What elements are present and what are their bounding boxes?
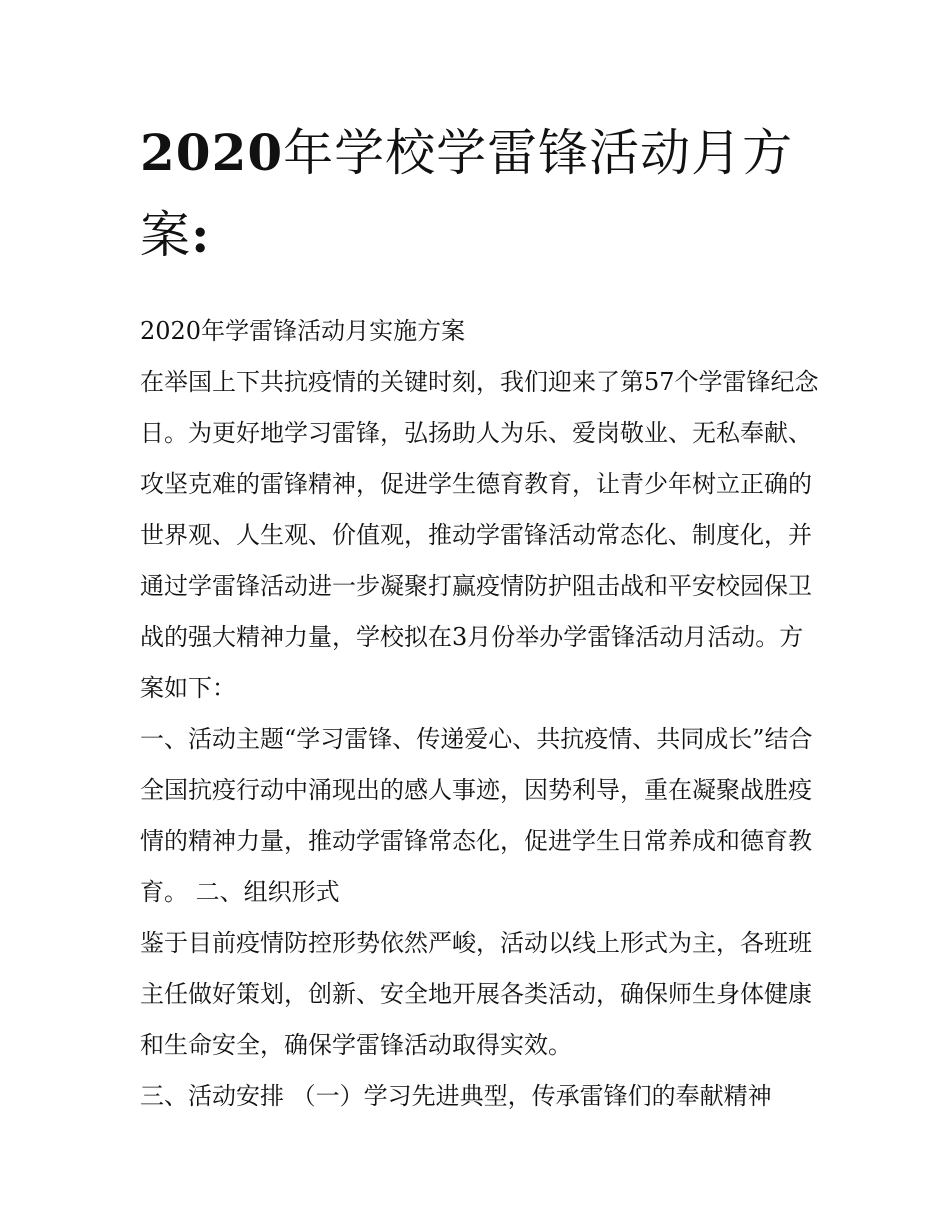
title-text: 年学校学雷锋活动月方案	[140, 124, 794, 264]
paragraph-organization: 鉴于目前疫情防控形势依然严峻，活动以线上形式为主，各班班主任做好策划，创新、安全地开展各类活动，确保师生身体健康和生命安全，确保学雷锋活动取得实效。	[140, 929, 812, 1059]
document-subtitle: 2020年学雷锋活动月实施方案	[140, 317, 466, 345]
document-body	[140, 306, 820, 1122]
document-title	[140, 112, 820, 276]
paragraph-intro: 在举国上下共抗疫情的关键时刻，我们迎来了第57个学雷锋纪念日。为更好地学习雷锋，弘扬助人为乐、爱岗敬业、无私奉献、攻坚克难的雷锋精神，促进学生德育教育，让青少年树立正确的世界观、人生观、价值观，推动学雷锋活动常态化、制度化，并通过学雷锋活动进一步凝聚打赢疫情防护阻击战和平安校园保卫战的强大精神力量，学校拟在3月份举办学雷锋活动月活动。方案如下：	[140, 368, 819, 702]
title-year: 2020	[140, 123, 284, 182]
document-page	[140, 112, 820, 1122]
paragraph-arrangement: 三、活动安排 （一）学习先进典型，传承雷锋们的奉献精神	[140, 1082, 772, 1110]
title-colon: :	[191, 205, 211, 264]
paragraph-theme: 一、活动主题“学习雷锋、传递爱心、共抗疫情、共同成长”结合全国抗疫行动中涌现出的感人事迹，因势利导，重在凝聚战胜疫情的精神力量，推动学雷锋常态化，促进学生日常养成和德育教育。 二、组织形式	[140, 725, 813, 906]
